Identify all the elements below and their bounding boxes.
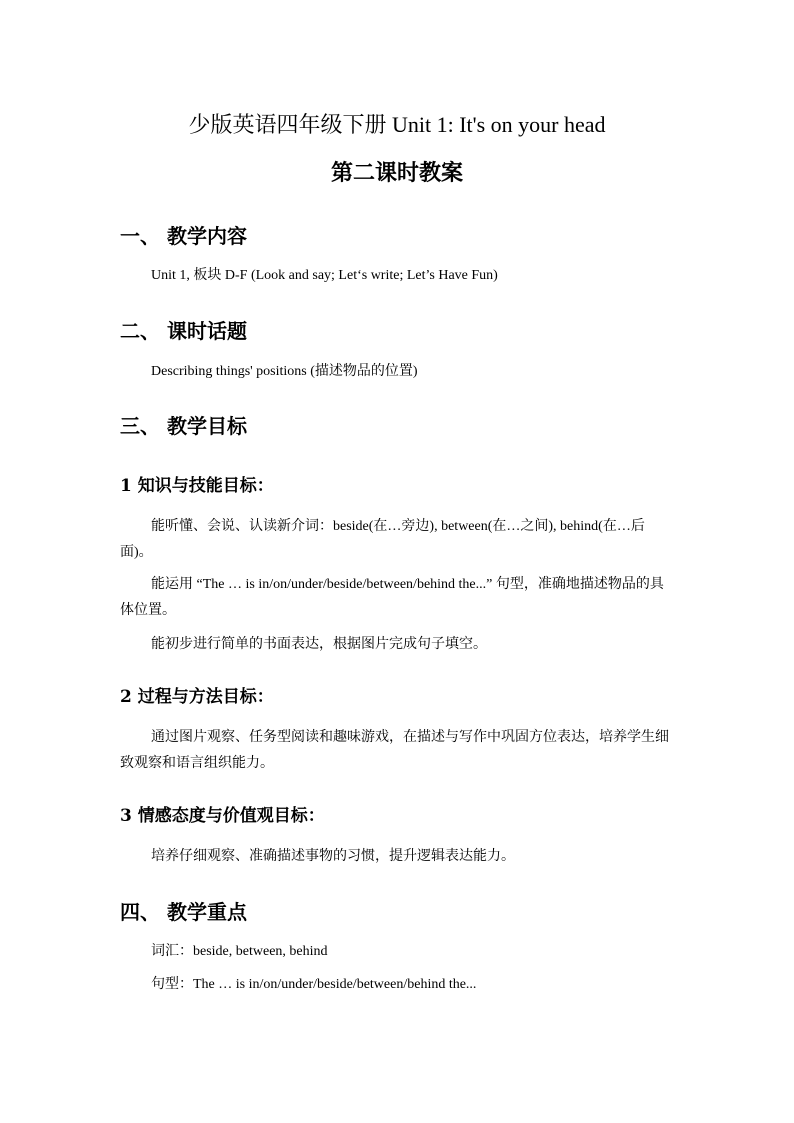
key-points-vocab: 词汇：beside, between, behind (151, 944, 328, 959)
emotion-paragraph: 培养仔细观察、准确描述事物的习惯，提升逻辑表达能力。 (151, 848, 515, 864)
topic-text: Describing things' positions (描述物品的位置) (151, 364, 418, 379)
section-heading-goals: 三、 教学目标 (120, 414, 247, 438)
section-heading-key-points: 四、 教学重点 (120, 900, 247, 924)
knowledge-paragraph-3: 能初步进行简单的书面表达，根据图片完成句子填空。 (151, 636, 487, 652)
key-points-pattern: 句型：The … is in/on/under/beside/between/behind the... (151, 977, 477, 992)
document-subtitle: 第二课时教案 (330, 160, 463, 186)
subheading-emotion: 3 情感态度与价值观目标： (120, 806, 325, 826)
section-heading-content: 一、 教学内容 (120, 224, 247, 248)
document-title: 少版英语四年级下册 Unit 1: It's on your head (188, 112, 606, 137)
content-text: Unit 1, 板块 D-F (Look and say; Let‘s write; Let’s Have Fun) (151, 268, 498, 283)
subheading-knowledge: 1 知识与技能目标： (120, 476, 274, 496)
process-paragraph: 通过图片观察、任务型阅读和趣味游戏，在描述与写作中巩固方位表达，培养学生细致观察和语言组织能力。 (120, 729, 669, 771)
section-heading-topic: 二、 课时话题 (120, 319, 247, 343)
subheading-process: 2 过程与方法目标： (120, 687, 274, 707)
knowledge-paragraph-2: 能运用 “The … is in/on/under/beside/between/behind the...” 句型，准确地描述物品的具体位置。 (120, 577, 664, 618)
knowledge-paragraph-1: 能听懂、会说、认读新介词：beside(在…旁边), between(在…之间), behind(在…后面)。 (120, 519, 645, 560)
